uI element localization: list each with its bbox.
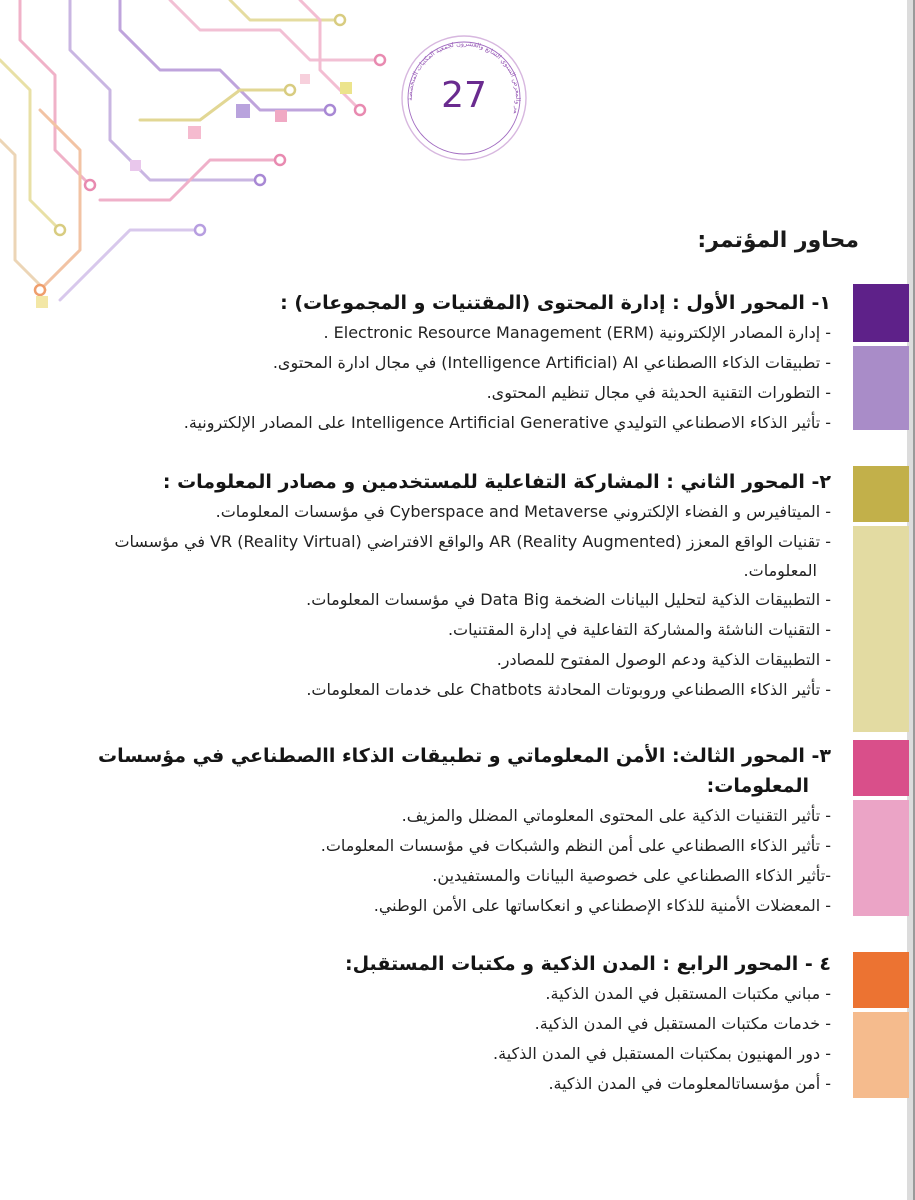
list-item: - تقنيات الواقع المعزز (AR (Reality Augmented والواقع الافتراضي (VR (Reality Virtual في مؤسسات المعلومات. (114, 532, 831, 580)
axis-1 (184, 289, 831, 438)
list-item: - تأثير التقنيات الذكية على المحتوى المعلوماتي المضلل والمزيف. (401, 806, 831, 825)
conference-logo (396, 30, 532, 166)
list-item: - الميتافيرس و الفضاء الإلكتروني Cyberspace and Metaverse في مؤسسات المعلومات. (215, 502, 831, 521)
axis-2-bar-dark (853, 466, 909, 522)
list-item: - التطبيقات الذكية ودعم الوصول المفتوح للمصادر. (496, 650, 831, 669)
logo-arc-text: مر والمعرض السنوي السابع والعشرون لجمعية المكتبات المتخصصة (405, 39, 523, 116)
list-item: - تأثير الذكاء االصطناعي على أمن النظم والشبكات في مؤسسات المعلومات. (320, 836, 831, 855)
list-item: - التطبيقات الذكية لتحليل البيانات الضخمة Data Big في مؤسسات المعلومات. (306, 590, 831, 609)
list-item: -تأثير الذكاء االصطناعي على خصوصية البيانات والمستفيدين. (432, 866, 831, 885)
axis-2-bar-light (853, 526, 909, 732)
list-item: - تأثير الذكاء االصطناعي وروبوتات المحادثة Chatbots على خدمات المعلومات. (306, 680, 831, 699)
list-item: - دور المهنيون بمكتبات المستقبل في المدن الذكية. (493, 1044, 831, 1063)
list-item: - التقنيات الناشئة والمشاركة التفاعلية في إدارة المقتنيات. (447, 620, 831, 639)
logo-number: 27 (441, 75, 487, 116)
axis-3-bar-light (853, 800, 909, 916)
list-item: - أمن مؤسساتالمعلومات في المدن الذكية. (548, 1074, 831, 1093)
axis-4-title: ٤ - المحور الرابع : المدن الذكية و مكتبات المستقبل: (345, 953, 831, 975)
axis-1-bar-light (853, 346, 909, 430)
axis-3-bar-dark (853, 740, 909, 796)
list-item: - المعضلات الأمنية للذكاء الإصطناعي و انعكاساتها على الأمن الوطني. (373, 896, 831, 915)
axis-2-list (41, 497, 831, 705)
axis-2 (41, 468, 831, 705)
axis-3-list (71, 801, 831, 921)
axis-1-list (184, 318, 831, 438)
list-item: - إدارة المصادر الإلكترونية (Electronic Resource Management (ERM . (323, 323, 831, 342)
list-item: - تأثير الذكاء الاصطناعي التوليدي Intelligence Artificial Generative على المصادر الإلكترونية. (183, 413, 831, 432)
axis-4-list (345, 979, 831, 1099)
axis-3 (71, 741, 831, 921)
list-item: - التطورات التقنية الحديثة في مجال تنظيم المحتوى. (486, 383, 831, 402)
list-item: - تطبيقات الذكاء االصطناعي Intelligence Artificial) AI) في مجال ادارة المحتوى. (272, 353, 831, 372)
list-item: - مباني مكتبات المستقبل في المدن الذكية. (545, 984, 831, 1003)
page-title: محاور المؤتمر: (697, 228, 859, 253)
axis-2-title: ٢- المحور الثاني : المشاركة التفاعلية للمستخدمين و مصادر المعلومات : (162, 471, 831, 493)
axis-4-bar-light (853, 1012, 909, 1098)
axis-1-bar-dark (853, 284, 909, 342)
list-item: - خدمات مكتبات المستقبل في المدن الذكية. (534, 1014, 831, 1033)
axis-4-bar-dark (853, 952, 909, 1008)
circuit-decoration (0, 0, 420, 320)
axis-4 (345, 950, 831, 1099)
axis-1-title: ١- المحور الأول : إدارة المحتوى (المقتنيات و المجموعات) : (280, 292, 831, 314)
axis-3-title: ٣- المحور الثالث: الأمن المعلوماتي و تطبيقات الذكاء االصطناعي في مؤسسات المعلومات: (98, 745, 831, 797)
